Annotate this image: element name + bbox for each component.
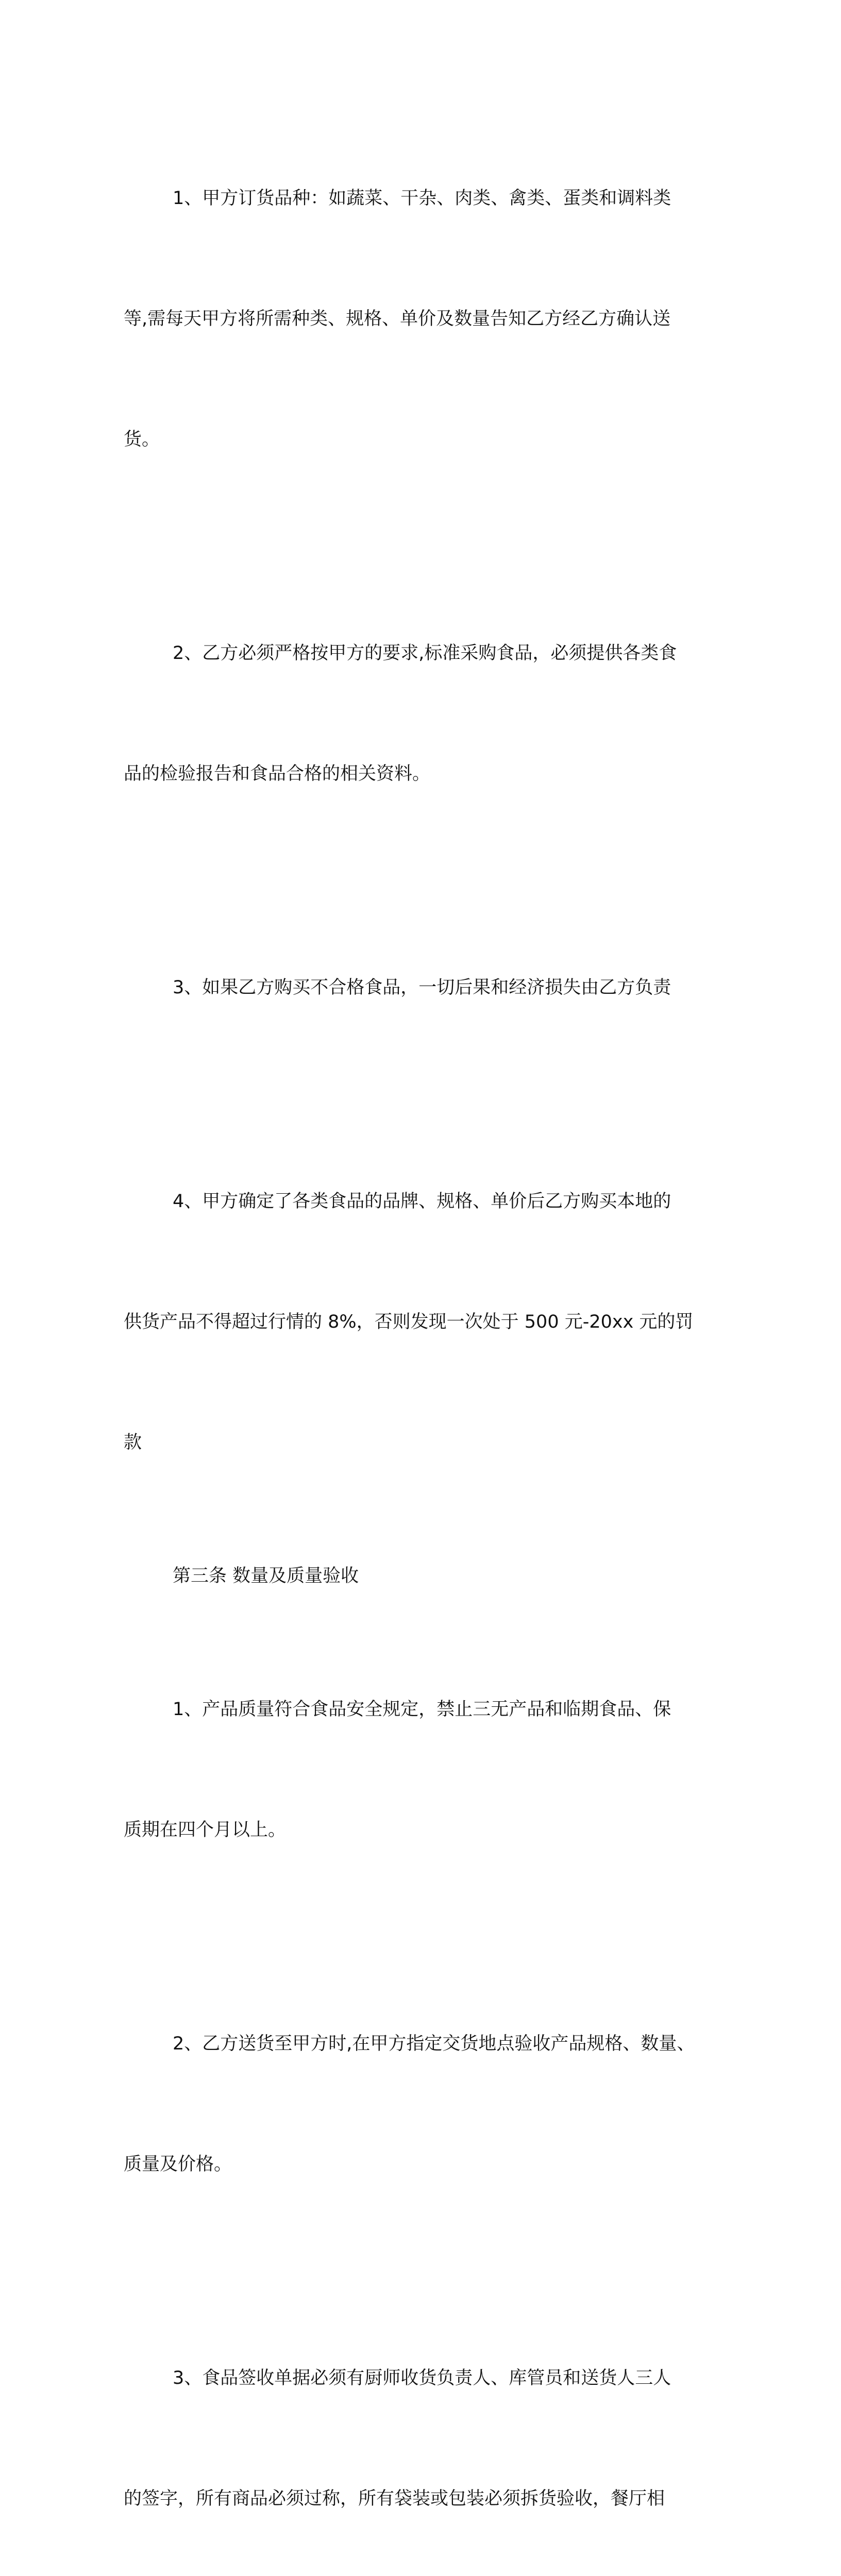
paragraph-item-1: [124, 98, 721, 540]
paragraph-line: 1、甲方订货品种：如蔬菜、干杂、肉类、禽类、蛋类和调料类: [173, 188, 671, 209]
paragraph-line: 3、如果乙方购买不合格食品，一切后果和经济损失由乙方负责: [173, 977, 671, 998]
paragraph-item-3: [124, 2278, 721, 2576]
paragraph-line: 3、食品签收单据必须有厨师收货负责人、库管员和送货人三人: [173, 2368, 671, 2388]
paragraph-line: 等,需每天甲方将所需种类、规格、单价及数量告知乙方经乙方确认送: [124, 309, 671, 329]
paragraph-item-2: [124, 553, 721, 874]
section-heading-article-3: 第三条 数量及质量验收: [173, 1566, 359, 1586]
paragraph-line: 质量及价格。: [124, 2154, 232, 2175]
paragraph-line: 质期在四个月以上。: [124, 1820, 287, 1840]
paragraph-item-1: [124, 1609, 721, 1930]
paragraph-item-4: [124, 1101, 721, 1543]
paragraph-line: 的签字，所有商品必须过称，所有袋装或包装必须拆货验收，餐厅相: [124, 2488, 665, 2509]
paragraph-line: 货。: [124, 429, 160, 450]
paragraph-line: 2、乙方必须严格按甲方的要求,标准采购食品，必须提供各类食: [173, 643, 677, 664]
paragraph-line: 款: [124, 1432, 142, 1453]
paragraph-line: 4、甲方确定了各类食品的品牌、规格、单价后乙方购买本地的: [173, 1191, 671, 1212]
paragraph-line: 1、产品质量符合食品安全规定，禁止三无产品和临期食品、保: [173, 1699, 671, 1720]
document-body: [124, 98, 721, 2576]
paragraph-item-2: [124, 1943, 721, 2265]
paragraph-line: 2、乙方送货至甲方时,在甲方指定交货地点验收产品规格、数量、: [173, 2033, 695, 2054]
paragraph-item-3: [124, 887, 721, 1088]
paragraph-line: 品的检验报告和食品合格的相关资料。: [124, 764, 431, 784]
paragraph-line: 供货产品不得超过行情的 8%，否则发现一次处于 500 元-20xx 元的罚: [124, 1312, 694, 1332]
